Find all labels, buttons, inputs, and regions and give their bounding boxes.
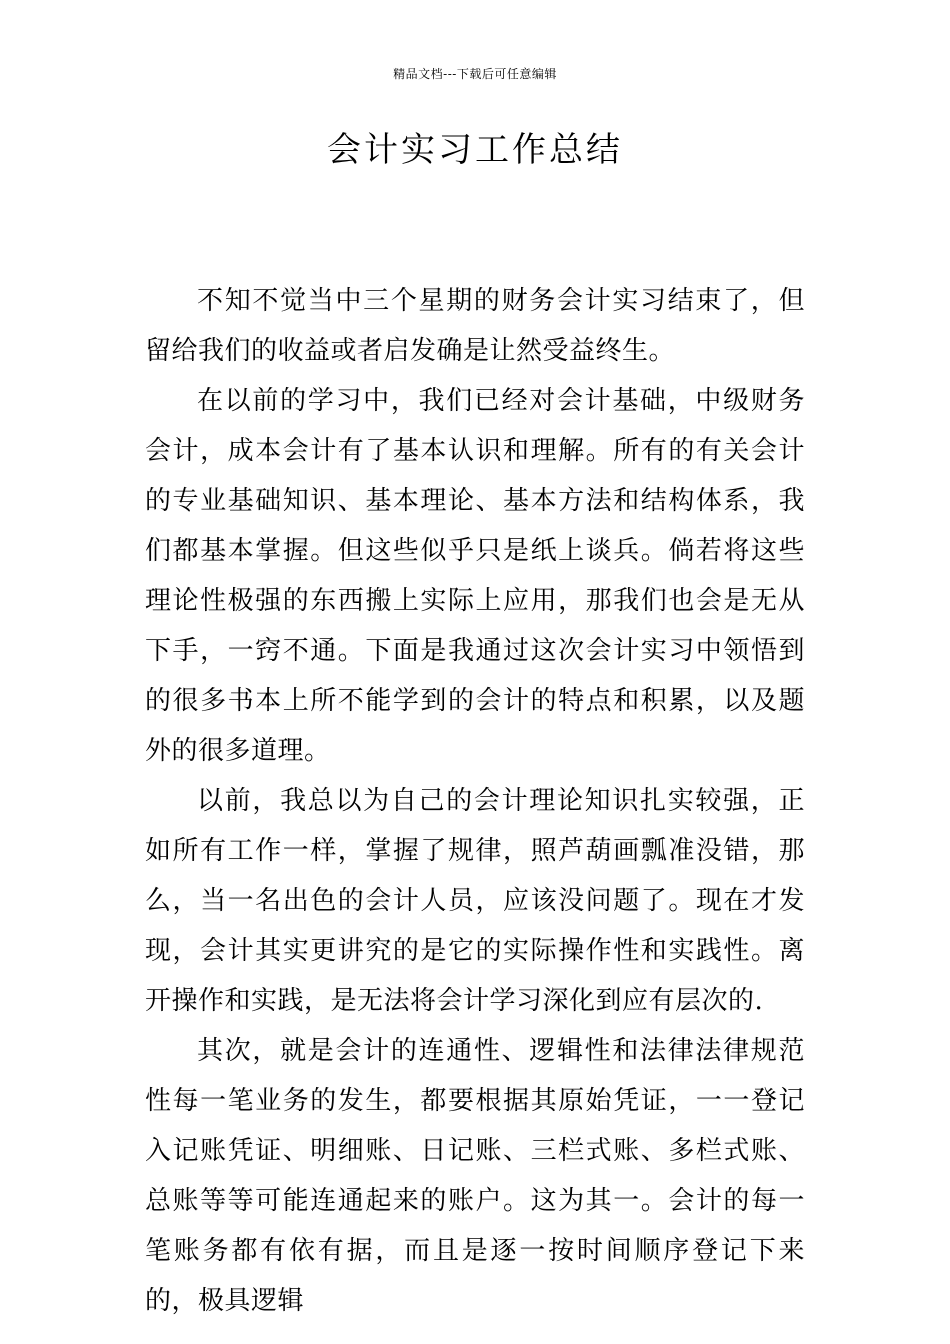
document-body: [145, 276, 805, 1326]
paragraph: 在以前的学习中，我们已经对会计基础，中级财务会计，成本会计有了基本认识和理解。所有的有关会计的专业基础知识、基本理论、基本方法和结构体系，我们都基本掌握。但这些似乎只是纸上谈兵。倘若将这些理论性极强的东西搬上实际上应用，那我们也会是无从下手，一窍不通。下面是我通过这次会计实习中领悟到的很多书本上所不能学到的会计的特点和积累，以及题外的很多道理。: [145, 386, 805, 766]
paragraph: 其次，就是会计的连通性、逻辑性和法律法律规范性每一笔业务的发生，都要根据其原始凭证，一一登记入记账凭证、明细账、日记账、三栏式账、多栏式账、总账等等可能连通起来的账户。这为其一。会计的每一笔账务都有依有据，而且是逐一按时间顺序登记下来的，极具逻辑: [145, 1036, 805, 1316]
paragraph: 不知不觉当中三个星期的财务会计实习结束了，但留给我们的收益或者启发确是让然受益终生。: [145, 286, 805, 366]
page-header: 精品文档---下载后可任意编辑: [393, 67, 557, 81]
document-title: 会计实习工作总结: [327, 130, 623, 170]
paragraph: 以前，我总以为自己的会计理论知识扎实较强，正如所有工作一样，掌握了规律，照芦葫画瓢准没错，那么，当一名出色的会计人员，应该没问题了。现在才发现，会计其实更讲究的是它的实际操作性和实践性。离开操作和实践，是无法将会计学习深化到应有层次的.: [145, 786, 805, 1016]
